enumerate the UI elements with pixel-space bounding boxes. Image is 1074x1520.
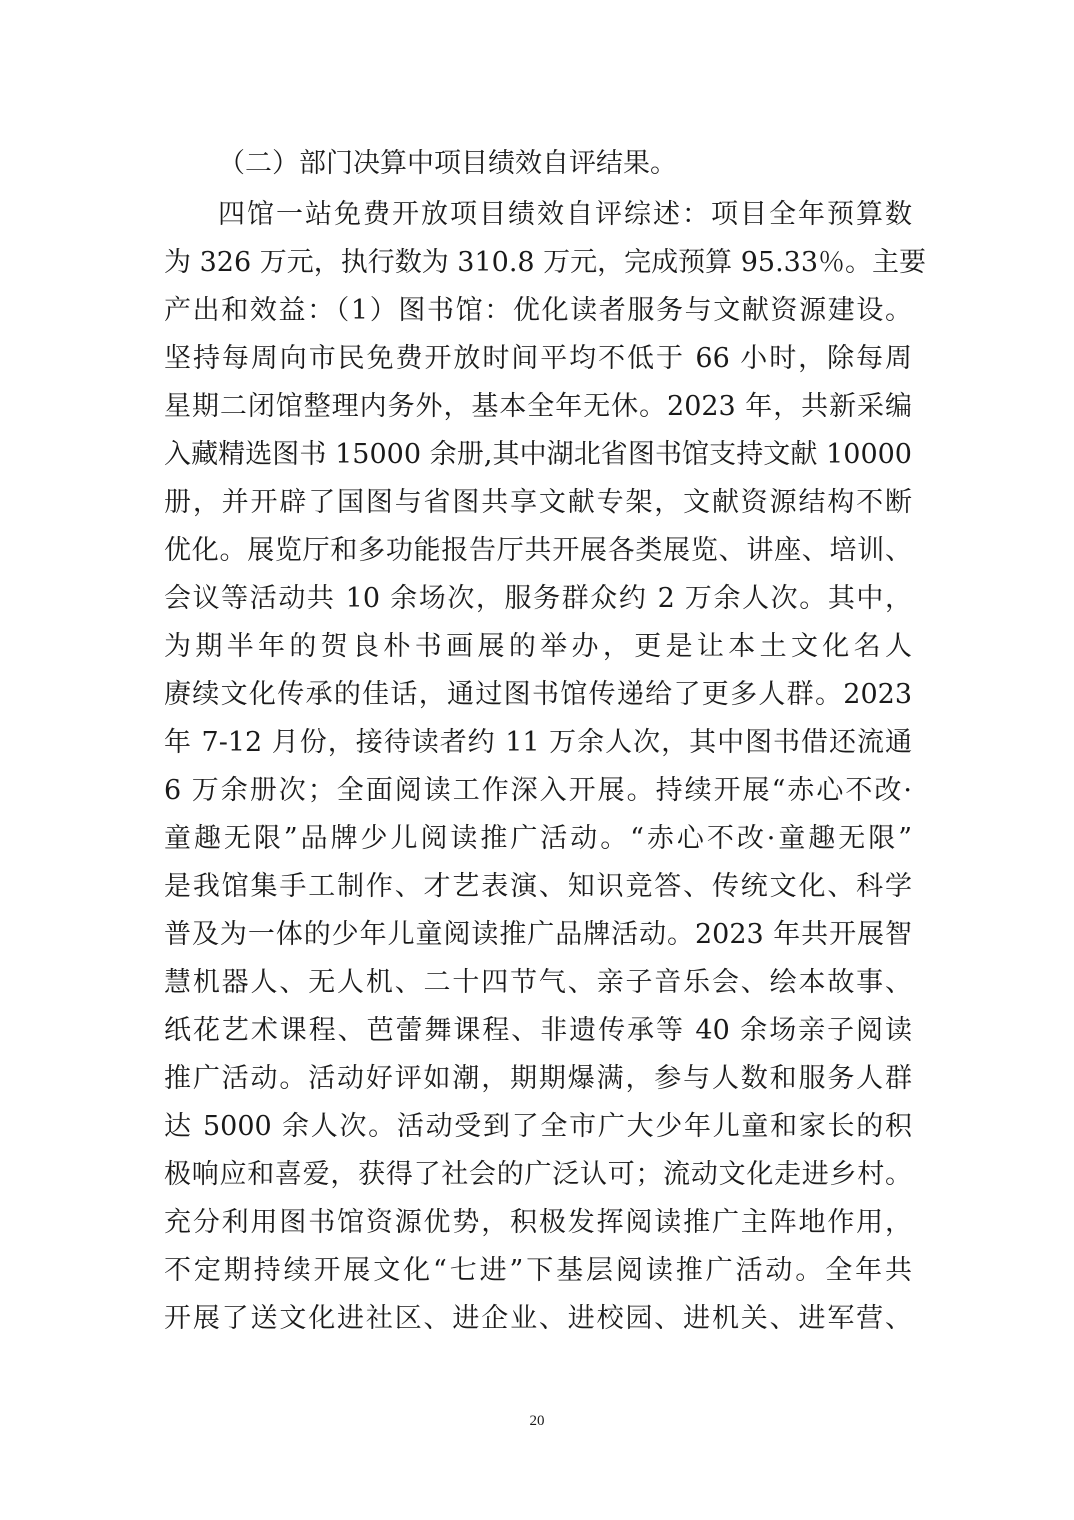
paragraph-line: 坚持每周向市民免费开放时间平均不低于 66 小时，除每周: [164, 343, 912, 374]
paragraph-line: 不定期持续开展文化“七进”下基层阅读推广活动。全年共: [164, 1255, 912, 1286]
paragraph-line: 优化。展览厅和多功能报告厅共开展各类展览、讲座、培训、: [164, 535, 912, 566]
paragraph-line: 开展了送文化进社区、进企业、进校园、进机关、进军营、: [164, 1303, 912, 1334]
paragraph-line: 纸花艺术课程、芭蕾舞课程、非遗传承等 40 余场亲子阅读: [164, 1015, 912, 1046]
paragraph-line: 普及为一体的少年儿童阅读推广品牌活动。2023 年共开展智: [164, 919, 912, 950]
paragraph-line: 极响应和喜爱，获得了社会的广泛认可；流动文化走进乡村。: [164, 1159, 912, 1190]
paragraph-line: 充分利用图书馆资源优势，积极发挥阅读推广主阵地作用，: [164, 1207, 912, 1238]
paragraph-line: 星期二闭馆整理内务外，基本全年无休。2023 年，共新采编: [164, 391, 912, 422]
paragraph-line: 赓续文化传承的佳话，通过图书馆传递给了更多人群。2023: [164, 679, 912, 710]
paragraph-line: 会议等活动共 10 余场次，服务群众约 2 万余人次。其中，: [164, 583, 912, 614]
paragraph-line: 入藏精选图书 15000 余册,其中湖北省图书馆支持文献 10000: [164, 439, 912, 470]
section-heading: （二）部门决算中项目绩效自评结果。: [218, 148, 677, 179]
paragraph-line: 为期半年的贺良朴书画展的举办，更是让本土文化名人: [164, 631, 912, 662]
paragraph-line: 册，并开辟了国图与省图共享文献专架，文献资源结构不断: [164, 487, 912, 518]
paragraph-line: 达 5000 余人次。活动受到了全市广大少年儿童和家长的积: [164, 1111, 912, 1142]
paragraph-line: 6 万余册次；全面阅读工作深入开展。持续开展“赤心不改·: [164, 775, 912, 806]
paragraph-line: 为 326 万元，执行数为 310.8 万元，完成预算 95.33％。主要: [164, 247, 927, 278]
paragraph-line: 四馆一站免费开放项目绩效自评综述：项目全年预算数: [218, 199, 912, 230]
paragraph-line: 年 7-12 月份，接待读者约 11 万余人次，其中图书借还流通: [164, 727, 912, 758]
paragraph-line: 推广活动。活动好评如潮，期期爆满，参与人数和服务人群: [164, 1063, 912, 1094]
paragraph-line: 童趣无限”品牌少儿阅读推广活动。“赤心不改·童趣无限”: [164, 823, 912, 854]
page-number: 20: [529, 1413, 545, 1429]
paragraph-line: 是我馆集手工制作、才艺表演、知识竞答、传统文化、科学: [164, 871, 912, 902]
paragraph-line: 产出和效益：（1）图书馆：优化读者服务与文献资源建设。: [164, 295, 912, 326]
paragraph-line: 慧机器人、无人机、二十四节气、亲子音乐会、绘本故事、: [164, 967, 912, 998]
